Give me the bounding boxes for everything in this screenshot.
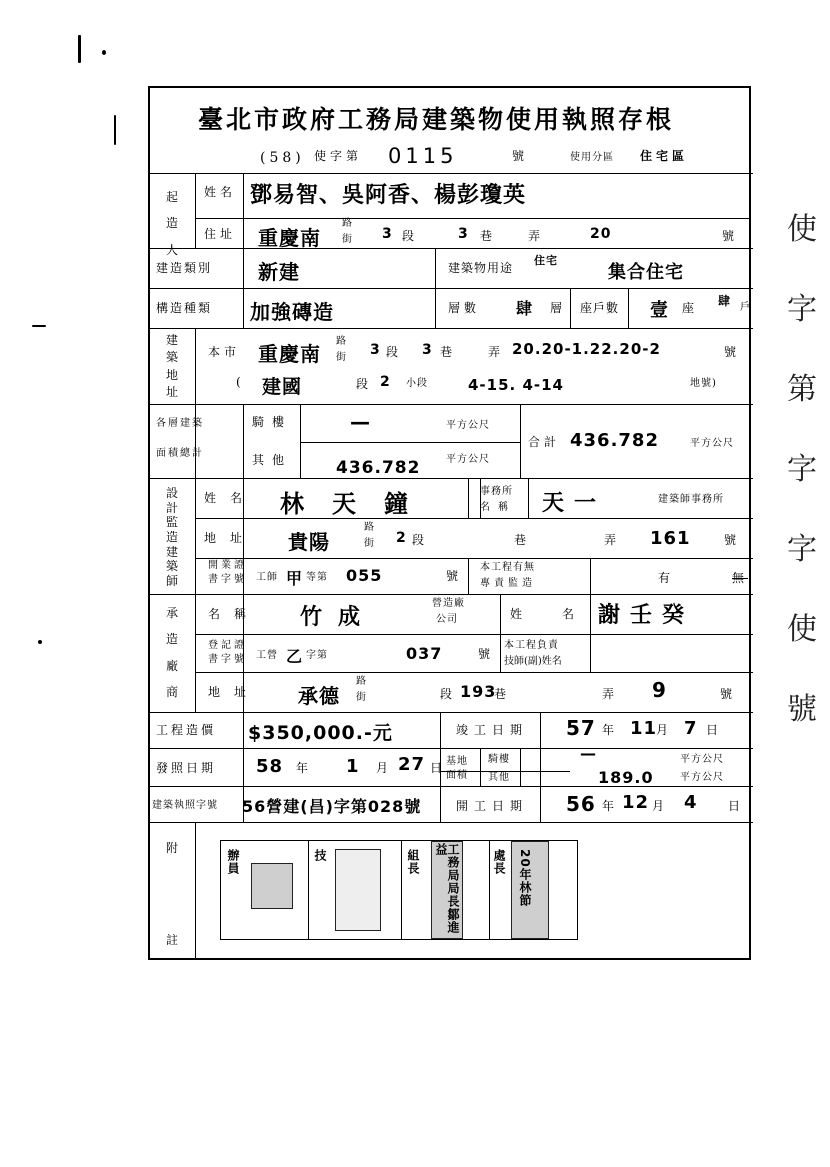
scan-mark (32, 325, 46, 327)
scan-mark (102, 50, 106, 55)
architect-lane-label: 巷 (514, 533, 531, 547)
location-lane-label: 巷 (440, 345, 457, 359)
units-unit: 座 (682, 301, 699, 315)
area-total-label: 合計 (528, 435, 561, 449)
stamp-box-1-label: 辦員 (226, 849, 240, 875)
architect-license-suffix: 號 (446, 569, 463, 583)
applicant-duan-label: 段 (402, 229, 419, 243)
architect-duan-label: 段 (412, 533, 429, 547)
location-district: 建國 (262, 376, 303, 398)
contractor-person-label: 姓名 (510, 607, 615, 621)
start-day-label: 日 (728, 799, 745, 813)
permit-mid-label: 使字第 (314, 149, 363, 163)
location-street: 重慶南 (258, 342, 321, 366)
area-label-line2: 面積總計 (156, 448, 204, 459)
applicant-address-label: 住址 (204, 227, 237, 241)
architect-office-label-1: 事務所 (480, 486, 513, 497)
permit-form (148, 86, 751, 960)
architect-office-label-2: 名稱 (480, 502, 516, 513)
scan-mark (114, 115, 116, 145)
building-type-label: 建造類別 (156, 261, 213, 275)
contractor-reg-mid: 字第 (306, 650, 328, 661)
applicant-lane-no: 3 (458, 226, 469, 242)
architect-fulltime-label-1: 本工程有無 (480, 562, 535, 573)
architect-street-label: 街 (364, 538, 375, 549)
location-street-label: 街 (336, 352, 347, 363)
architect-section-label: 設計監造建築師 (165, 486, 178, 588)
contractor-type-label-1: 營造廠 (432, 598, 465, 609)
start-month-label: 月 (652, 799, 669, 813)
start-label: 開工日期 (456, 799, 529, 813)
architect-license-label-1: 開業證 (208, 560, 247, 571)
remarks-label-bottom: 註 (166, 933, 183, 947)
contractor-reg-grade: 乙 (286, 647, 304, 666)
issue-month: 1 (346, 756, 360, 777)
applicant-section-no: 3 (382, 226, 393, 242)
issue-day: 27 (398, 754, 426, 775)
structure-label: 構造種類 (156, 301, 213, 315)
applicant-section-label: 起造人 (165, 190, 178, 257)
units-value: 壹 (650, 300, 669, 321)
structure-value: 加強磚造 (250, 300, 334, 324)
stamp-box-2-label: 技 (313, 849, 327, 862)
contractor-name-value: 竹成 (300, 605, 377, 630)
base-arcade-label: 騎樓 (488, 754, 510, 765)
floors-value: 肆 (516, 299, 534, 318)
contractor-type-label-2: 公司 (436, 614, 458, 625)
contractor-lane: 193 (460, 682, 497, 701)
architect-license-mid: 等第 (306, 572, 328, 583)
completion-day-label: 日 (706, 723, 723, 737)
scan-mark (78, 35, 81, 63)
contractor-section-label: 承造廠商 (165, 606, 178, 700)
permit-suffix: 號 (512, 149, 529, 163)
completion-month: 11 (630, 718, 658, 739)
applicant-street-label: 街 (342, 234, 353, 245)
zone-label: 使用分區 (570, 152, 614, 163)
building-use-handwritten: 住宅 (534, 254, 558, 267)
architect-license-label-2: 書字號 (208, 574, 247, 585)
contractor-duan-label: 段 (440, 687, 457, 701)
architect-road-label: 路 (364, 522, 375, 533)
applicant-number: 20 (590, 226, 612, 242)
completion-day: 7 (684, 718, 698, 739)
location-label: 建築地址 (165, 333, 178, 400)
form-title: 臺北市政府工務局建築物使用執照存根 (198, 105, 675, 134)
start-year-label: 年 (602, 799, 619, 813)
seal-stamp-2 (335, 849, 381, 931)
location-road: 路 (336, 336, 347, 347)
stamp-signer-1: 工務局局長鄒進益 (434, 843, 460, 934)
permit-label: 建築執照字號 (152, 800, 218, 811)
area-other-label: 其他 (252, 453, 293, 467)
base-arcade-value: — (580, 744, 597, 763)
contractor-alley-label: 弄 (602, 687, 619, 701)
start-month: 12 (622, 792, 650, 813)
floors-label: 層數 (448, 301, 481, 315)
architect-address-street: 貴陽 (288, 530, 330, 554)
base-other-value: 189.0 (598, 768, 654, 787)
building-type-value: 新建 (258, 260, 300, 284)
location-open-paren: ( (236, 375, 245, 389)
area-other-unit: 平方公尺 (446, 454, 490, 465)
architect-fulltime-none: 無 (732, 571, 749, 585)
applicant-name-value: 鄧易智、吳阿香、楊彭瓊英 (250, 183, 527, 208)
remarks-label-top: 附 (166, 841, 183, 855)
architect-fulltime-value: 有 (658, 571, 675, 585)
location-subsection: 2 (380, 374, 391, 390)
base-other-label: 其他 (488, 772, 510, 783)
issue-month-label: 月 (376, 761, 393, 775)
approval-stamp-grid (220, 840, 578, 940)
applicant-alley-label: 弄 (528, 229, 545, 243)
base-arcade-unit: 平方公尺 (680, 754, 724, 765)
architect-office-value: 天一 (542, 491, 607, 516)
applicant-road-label: 路 (342, 218, 353, 229)
contractor-road-label: 路 (356, 676, 367, 687)
contractor-reg-no: 037 (406, 644, 443, 663)
contractor-name-label: 名稱 (208, 607, 261, 621)
location-subsection-label: 小段 (406, 378, 428, 389)
completion-year: 57 (566, 716, 596, 740)
contractor-tech-label-2: 技師(副)姓名 (504, 656, 562, 667)
stamp-signer-2: 20年林節 (518, 849, 532, 907)
architect-number: 161 (650, 528, 691, 549)
architect-license-prefix: 工師 (256, 572, 278, 583)
contractor-hao-label: 號 (720, 687, 737, 701)
permit-number: 0115 (388, 144, 458, 168)
location-lot-label: 地號) (690, 378, 717, 389)
applicant-street: 重慶南 (258, 226, 321, 250)
issue-day-label: 日 (430, 761, 447, 775)
scan-mark (38, 640, 42, 644)
location-section: 3 (370, 342, 381, 358)
location-numbers: 20.20-1.22.20-2 (512, 340, 661, 358)
location-lane: 3 (422, 342, 433, 358)
architect-fulltime-label-2: 專責監造 (480, 578, 536, 589)
base-other-unit: 平方公尺 (680, 772, 724, 783)
area-other-value: 436.782 (336, 458, 421, 478)
location-alley-label: 弄 (488, 345, 505, 359)
completion-label: 竣工日期 (456, 723, 529, 737)
architect-alley-label: 弄 (604, 533, 621, 547)
floors-unit: 層 (550, 301, 567, 315)
permit-prefix: (58) (260, 150, 305, 166)
start-year: 56 (566, 792, 596, 816)
contractor-address-street: 承德 (298, 684, 340, 708)
permit-value: 56營建(昌)字第028號 (242, 797, 422, 816)
completion-month-label: 月 (656, 723, 673, 737)
base-label-2: 面積 (446, 770, 468, 781)
building-use-label: 建築物用途 (448, 261, 514, 275)
applicant-name-label: 姓名 (204, 185, 237, 199)
households-unit: 戶 (740, 302, 751, 313)
area-label-line1: 各層建築 (156, 418, 204, 429)
zone-value: 住宅區 (640, 149, 689, 163)
location-city: 本市 (208, 345, 241, 359)
contractor-number: 9 (652, 678, 667, 702)
building-use-value: 集合住宅 (608, 262, 684, 283)
architect-hao-label: 號 (724, 533, 741, 547)
seal-stamp-1 (251, 863, 293, 909)
contractor-street-label: 街 (356, 692, 367, 703)
completion-year-label: 年 (602, 723, 619, 737)
bleed-through-text: 使 字 第 字 字 使 號 (787, 212, 817, 727)
contractor-reg-label-2: 書字號 (208, 654, 247, 665)
architect-section: 2 (396, 530, 407, 546)
architect-license-no: 055 (346, 566, 383, 585)
issue-year: 58 (256, 756, 284, 777)
contractor-address-label: 地址 (208, 685, 261, 699)
architect-name-value: 林天鐘 (280, 490, 436, 518)
stamp-box-4-label: 處長 (492, 849, 506, 875)
stamp-box-3-label: 組長 (406, 849, 420, 875)
area-arcade-label: 騎樓 (252, 415, 293, 429)
contractor-person-value: 謝壬癸 (598, 603, 695, 628)
location-hao-label: 號 (724, 345, 741, 359)
location-duan-label: 段 (386, 345, 403, 359)
households-value: 肆 (718, 294, 732, 308)
location-lots: 4-15. 4-14 (468, 376, 564, 394)
architect-office-suffix: 建築師事務所 (658, 494, 724, 505)
area-arcade-unit: 平方公尺 (446, 420, 490, 431)
cost-value: $350,000.-元 (248, 722, 393, 744)
issue-year-label: 年 (296, 761, 313, 775)
area-total-value: 436.782 (570, 430, 659, 451)
contractor-reg-prefix: 工營 (256, 650, 278, 661)
contractor-lane-label: 巷 (494, 687, 511, 701)
architect-address-label: 地址 (204, 531, 257, 545)
area-arcade-value: — (350, 410, 371, 434)
architect-license-grade: 甲 (286, 569, 304, 588)
applicant-lane-label: 巷 (480, 229, 497, 243)
applicant-hao-label: 號 (722, 229, 739, 243)
units-label: 座戶數 (580, 301, 620, 315)
architect-name-label: 姓名 (204, 491, 257, 505)
contractor-tech-label-1: 本工程負責 (504, 640, 559, 651)
start-day: 4 (684, 792, 698, 813)
area-total-unit: 平方公尺 (690, 438, 734, 449)
contractor-reg-suffix: 號 (478, 647, 495, 661)
location-district-label: 段 (356, 377, 373, 391)
contractor-reg-label-1: 登記證 (208, 640, 247, 651)
base-label-1: 基地 (446, 756, 468, 767)
issue-label: 發照日期 (156, 761, 217, 775)
cost-label: 工程造價 (156, 723, 217, 737)
